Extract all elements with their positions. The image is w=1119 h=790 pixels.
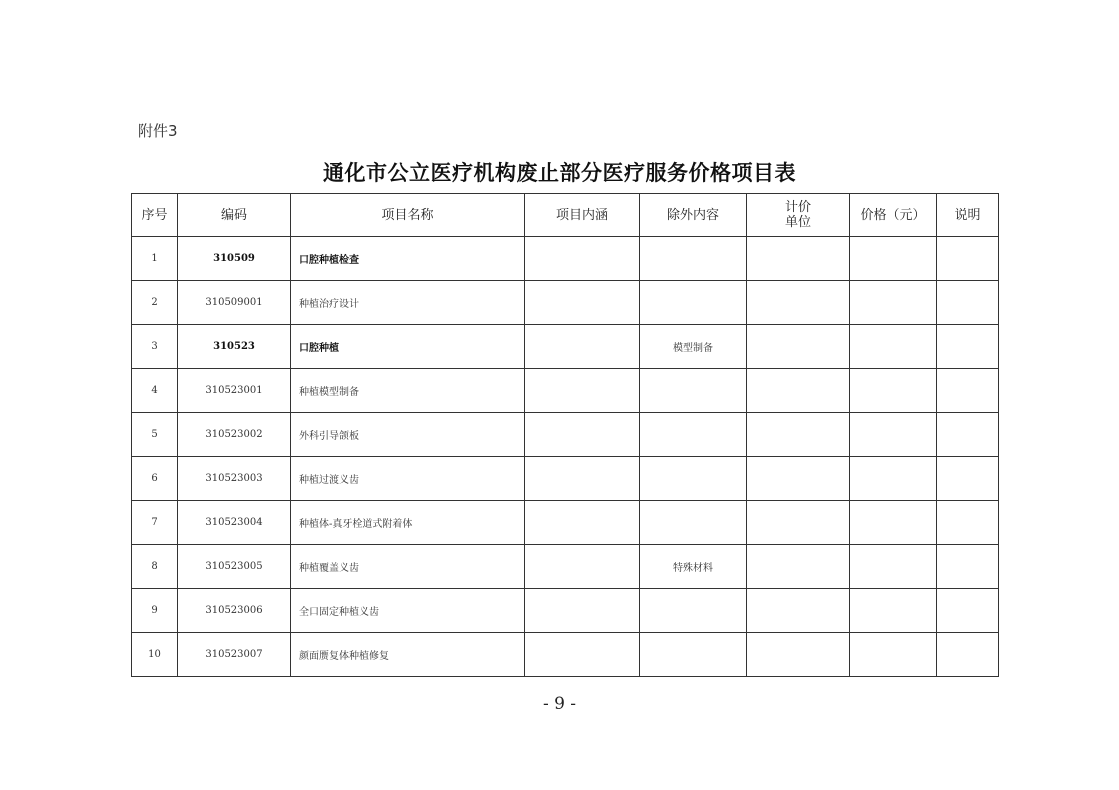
- cell-content: [525, 281, 640, 325]
- table-row: [132, 501, 999, 545]
- table-row: [132, 457, 999, 501]
- cell-content: [525, 633, 640, 677]
- cell-seq: 10: [132, 633, 178, 677]
- cell-item-name: 颜面赝复体种植修复: [291, 633, 525, 677]
- cell-code: 310523: [178, 325, 291, 369]
- table-header-row: [132, 194, 999, 237]
- table-row: [132, 413, 999, 457]
- cell-item-name: 全口固定种植义齿: [291, 589, 525, 633]
- cell-price: [850, 457, 937, 501]
- cell-unit: [747, 633, 850, 677]
- cell-unit: [747, 457, 850, 501]
- cell-item-name: 口腔种植检查: [291, 237, 525, 281]
- header-note: 说明: [937, 194, 999, 237]
- cell-note: [937, 501, 999, 545]
- cell-item-name: 种植模型制备: [291, 369, 525, 413]
- cell-excluded: [640, 589, 747, 633]
- cell-note: [937, 457, 999, 501]
- attachment-label: 附件3: [138, 122, 178, 140]
- table-row: [132, 369, 999, 413]
- cell-price: [850, 589, 937, 633]
- cell-item-name: 种植过渡义齿: [291, 457, 525, 501]
- cell-price: [850, 369, 937, 413]
- page-number: - 9 -: [542, 694, 577, 714]
- cell-excluded: [640, 413, 747, 457]
- header-price: 价格（元）: [850, 194, 937, 237]
- cell-note: [937, 281, 999, 325]
- cell-excluded: [640, 369, 747, 413]
- cell-excluded: [640, 501, 747, 545]
- cell-seq: 5: [132, 413, 178, 457]
- cell-item-name: 种植治疗设计: [291, 281, 525, 325]
- cell-code: 310523005: [178, 545, 291, 589]
- price-items-table: [131, 193, 999, 677]
- cell-note: [937, 237, 999, 281]
- cell-code: 310523001: [178, 369, 291, 413]
- cell-unit: [747, 589, 850, 633]
- cell-price: [850, 413, 937, 457]
- header-unit: [747, 194, 850, 237]
- cell-price: [850, 545, 937, 589]
- header-unit-line1: 计价: [784, 200, 811, 215]
- cell-note: [937, 589, 999, 633]
- cell-excluded: [640, 281, 747, 325]
- page-title: 通化市公立医疗机构废止部分医疗服务价格项目表: [323, 160, 796, 185]
- cell-excluded: [640, 237, 747, 281]
- table-row: [132, 545, 999, 589]
- cell-item-name: 口腔种植: [291, 325, 525, 369]
- cell-code: 310509001: [178, 281, 291, 325]
- cell-note: [937, 545, 999, 589]
- cell-note: [937, 633, 999, 677]
- cell-note: [937, 413, 999, 457]
- header-seq: 序号: [132, 194, 178, 237]
- cell-unit: [747, 545, 850, 589]
- cell-content: [525, 457, 640, 501]
- table-row: [132, 589, 999, 633]
- cell-seq: 2: [132, 281, 178, 325]
- cell-code: 310523004: [178, 501, 291, 545]
- cell-unit: [747, 281, 850, 325]
- header-excluded: 除外内容: [640, 194, 747, 237]
- cell-item-name: 种植覆盖义齿: [291, 545, 525, 589]
- cell-seq: 7: [132, 501, 178, 545]
- table-row: [132, 633, 999, 677]
- cell-seq: 8: [132, 545, 178, 589]
- table-row: [132, 325, 999, 369]
- header-unit-line2: 单位: [784, 215, 811, 230]
- cell-content: [525, 413, 640, 457]
- cell-seq: 6: [132, 457, 178, 501]
- cell-unit: [747, 237, 850, 281]
- cell-unit: [747, 369, 850, 413]
- header-content: 项目内涵: [525, 194, 640, 237]
- cell-seq: 9: [132, 589, 178, 633]
- header-item-name: 项目名称: [291, 194, 525, 237]
- cell-code: 310523003: [178, 457, 291, 501]
- cell-content: [525, 589, 640, 633]
- cell-excluded: [640, 457, 747, 501]
- cell-price: [850, 633, 937, 677]
- cell-unit: [747, 501, 850, 545]
- cell-content: [525, 325, 640, 369]
- cell-excluded: [640, 633, 747, 677]
- table-row: [132, 281, 999, 325]
- cell-code: 310523007: [178, 633, 291, 677]
- cell-content: [525, 545, 640, 589]
- cell-code: 310509: [178, 237, 291, 281]
- cell-excluded: 特殊材料: [640, 545, 747, 589]
- cell-excluded: 模型制备: [640, 325, 747, 369]
- cell-price: [850, 281, 937, 325]
- cell-content: [525, 369, 640, 413]
- cell-code: 310523002: [178, 413, 291, 457]
- cell-unit: [747, 325, 850, 369]
- cell-content: [525, 237, 640, 281]
- cell-item-name: 种植体-真牙栓道式附着体: [291, 501, 525, 545]
- header-code: 编码: [178, 194, 291, 237]
- cell-seq: 4: [132, 369, 178, 413]
- cell-note: [937, 369, 999, 413]
- cell-code: 310523006: [178, 589, 291, 633]
- cell-price: [850, 325, 937, 369]
- cell-item-name: 外科引导颌板: [291, 413, 525, 457]
- table-row: [132, 237, 999, 281]
- cell-price: [850, 237, 937, 281]
- cell-seq: 3: [132, 325, 178, 369]
- cell-note: [937, 325, 999, 369]
- cell-seq: 1: [132, 237, 178, 281]
- cell-content: [525, 501, 640, 545]
- cell-price: [850, 501, 937, 545]
- cell-unit: [747, 413, 850, 457]
